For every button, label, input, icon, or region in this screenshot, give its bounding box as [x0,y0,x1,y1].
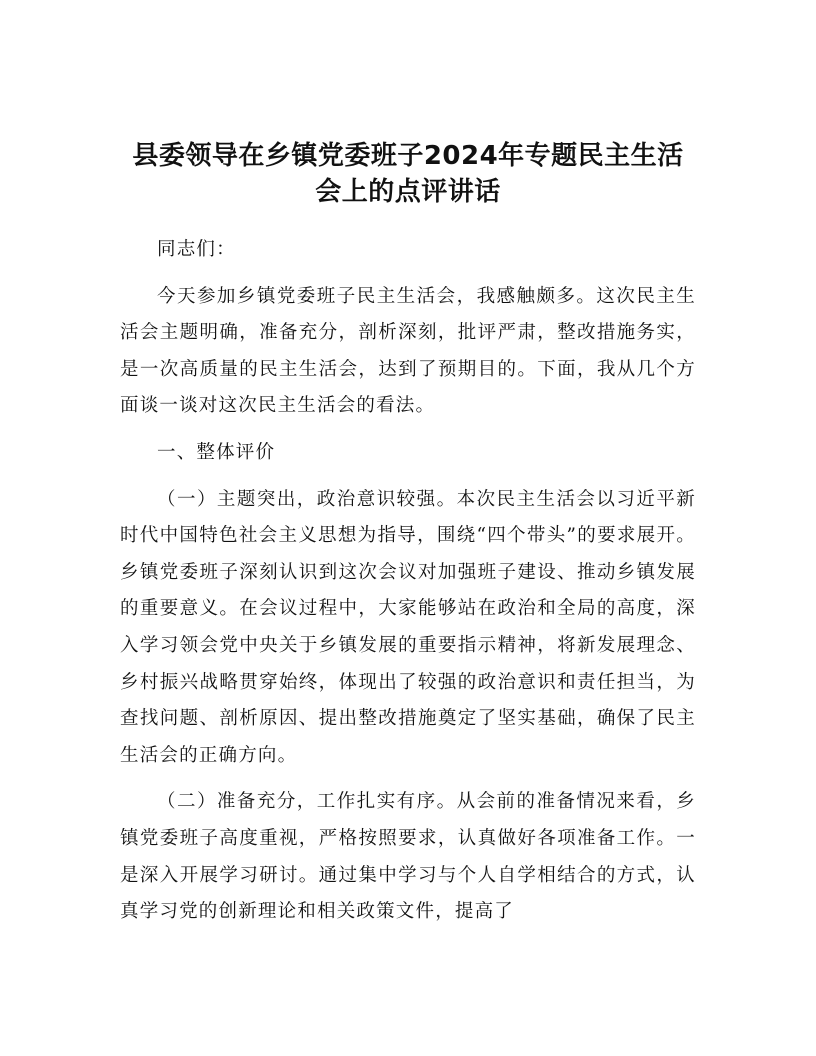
paragraph-theme-prominent: （一）主题突出，政治意识较强。本次民主生活会以习近平新时代中国特色社会主义思想为指导，围绕“四个带头”的要求展开。乡镇党委班子深刻认识到这次会议对加强班子建设、推动乡镇发展的重要意义。在会议过程中，大家能够站在政治和全局的高度，深入学习领会党中央关于乡镇发展的重要指示精神，将新发展理念、乡村振兴战略贯穿始终，体现出了较强的政治意识和责任担当，为查找问题、剖析原因、提出整改措施奠定了坚实基础，确保了民主生活会的正确方向。 [120,488,696,766]
salutation: 同志们： [157,239,236,260]
title-line-2: 会上的点评讲话 [315,177,501,207]
paragraph-well-prepared: （二）准备充分，工作扎实有序。从会前的准备情况来看，乡镇党委班子高度重视，严格按照要求，认真做好各项准备工作。一是深入开展学习研讨。通过集中学习与个人自学相结合的方式，认真学习党的创新理论和相关政策文件，提高了 [120,791,696,923]
section-heading-overall-evaluation: 一、整体评价 [157,441,276,463]
paragraph-intro: 今天参加乡镇党委班子民主生活会，我感触颇多。这次民主生活会主题明确，准备充分，剖析深刻，批评严肃，整改措施务实，是一次高质量的民主生活会，达到了预期目的。下面，我从几个方面谈一谈对这次民主生活会的看法。 [120,285,696,417]
document-body [120,232,696,941]
title-line-1: 县委领导在乡镇党委班子2024年专题民主生活 [132,141,684,171]
document-title [100,138,716,210]
